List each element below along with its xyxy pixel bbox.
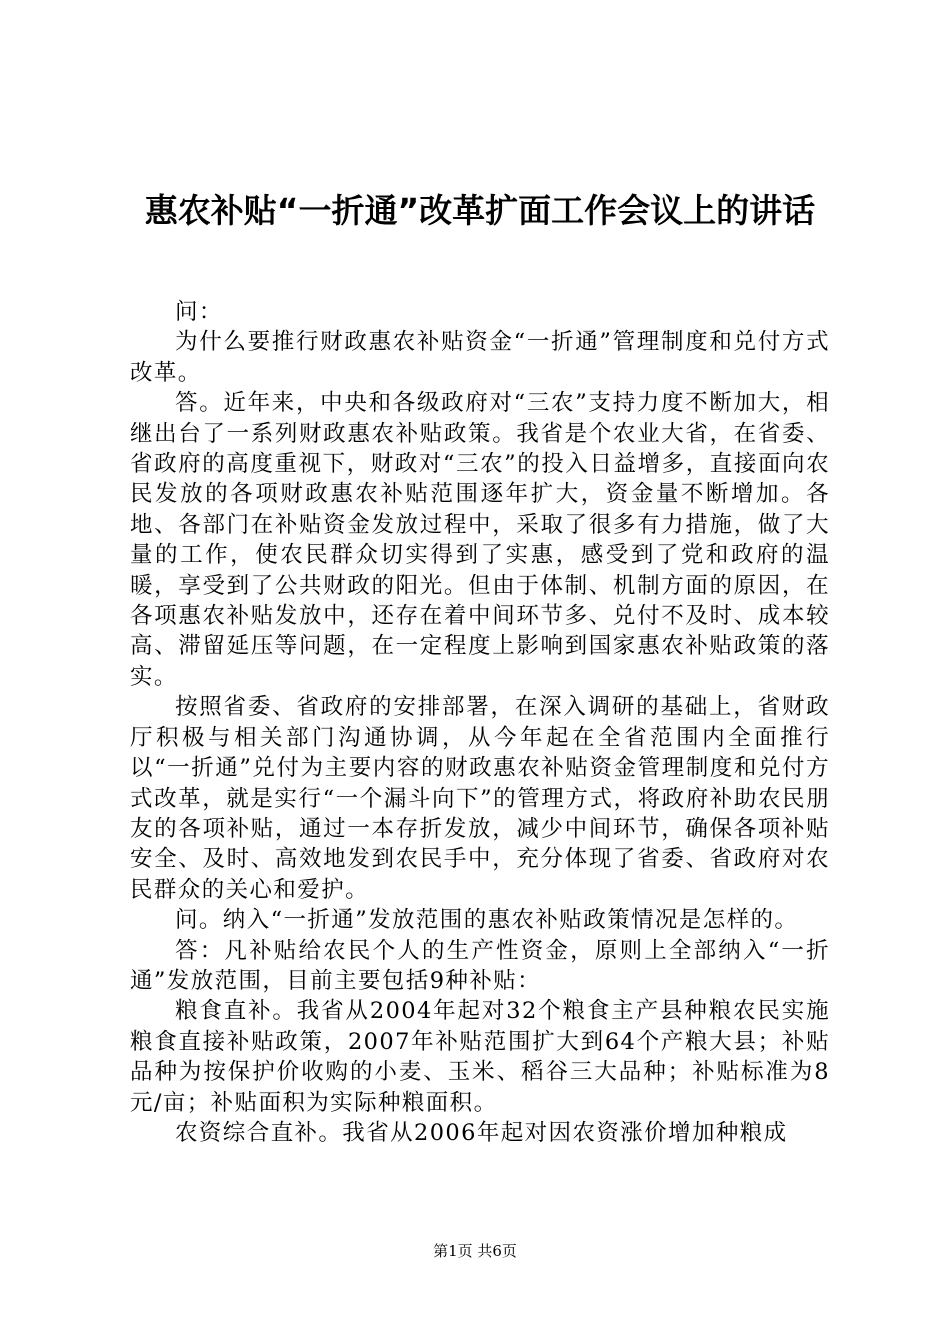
paragraph-question-1: 为什么要推行财政惠农补贴资金“一折通”管理制度和兑付方式改革。 [130, 329, 830, 386]
paragraph-grain-subsidy: 粮食直补。我省从2004年起对32个粮食主产县种粮农民实施粮食直接补贴政策，2007年补贴范围扩大到64个产粮大县；补贴品种为按保护价收购的小麦、玉米、稻谷三大品种；补贴标准为8元/亩；补贴面积为实际种粮面积。 [130, 998, 830, 1116]
paragraph-reform-overview: 按照省委、省政府的安排部署，在深入调研的基础上，省财政厅积极与相关部门沟通协调，从今年起在全省范围内全面推行以“一折通”兑付为主要内容的财政惠农补贴资金管理制度和兑付方式改革，就是实行“一个漏斗向下”的管理方式，将政府补助农民朋友的各项补贴，通过一本存折发放，减少中间环节，确保各项补贴安全、及时、高效地发到农民手中，充分体现了省委、省政府对农民群众的关心和爱护。 [130, 694, 830, 903]
paragraph-question-label: 问： [175, 299, 223, 325]
paragraph-question-2: 问。纳入“一折通”发放范围的惠农补贴政策情况是怎样的。 [175, 907, 799, 934]
paragraph-answer-2: 答：凡补贴给农民个人的生产性资金，原则上全部纳入“一折通”发放范围，目前主要包括9种补贴： [130, 937, 830, 994]
page-footer: 第1页 共6页 [433, 1242, 517, 1260]
document-body [130, 297, 830, 1148]
paragraph-farm-input-subsidy: 农资综合直补。我省从2006年起对因农资涨价增加种粮成 [175, 1119, 788, 1146]
paragraph-answer-1: 答。近年来，中央和各级政府对“三农”支持力度不断加大，相继出台了一系列财政惠农补贴政策。我省是个农业大省，在省委、省政府的高度重视下，财政对“三农”的投入日益增多，直接面向农民发放的各项财政惠农补贴范围逐年扩大，资金量不断增加。各地、各部门在补贴资金发放过程中，采取了很多有力措施，做了大量的工作，使农民群众切实得到了实惠，感受到了党和政府的温暖，享受到了公共财政的阳光。但由于体制、机制方面的原因，在各项惠农补贴发放中，还存在着中间环节多、兑付不及时、成本较高、滞留延压等问题，在一定程度上影响到国家惠农补贴政策的落实。 [130, 390, 830, 690]
document-title: 惠农补贴“一折通”改革扩面工作会议上的讲话 [144, 191, 816, 230]
